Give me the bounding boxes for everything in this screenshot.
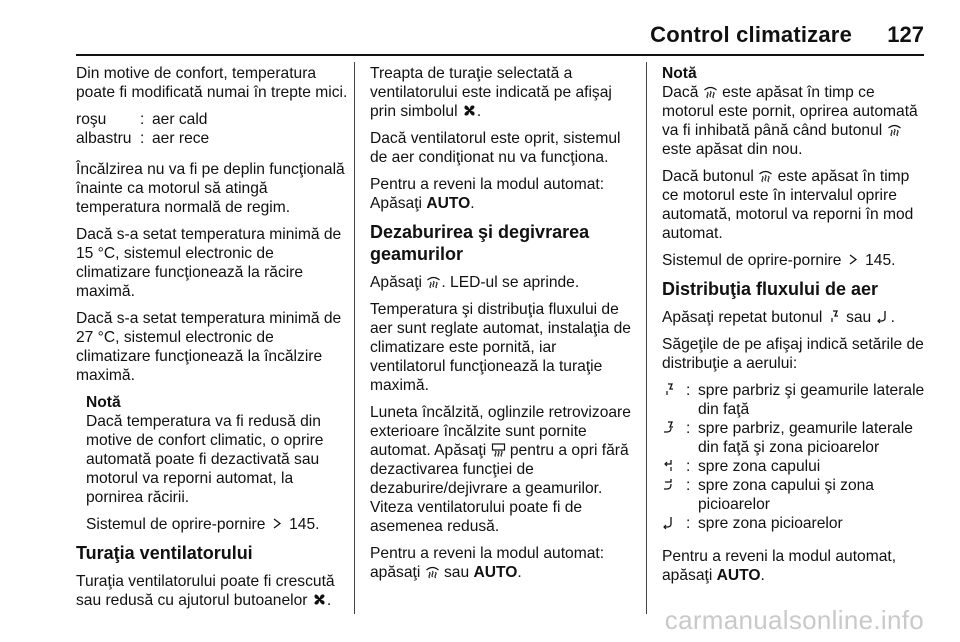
reference-text: Sistemul de oprire-pornire bbox=[86, 516, 266, 533]
air-head-feet-icon bbox=[662, 477, 677, 492]
note-heading: Notă bbox=[662, 65, 697, 82]
air-feet-icon bbox=[876, 309, 891, 324]
paragraph: Încălzirea nu va fi pe deplin funcţională înainte ca motorul să atingă temperatura normală de regim. bbox=[76, 161, 345, 216]
paragraph: Treapta de turaţie selectată a ventilatorului este indicată pe afişaj prin simbolul . bbox=[370, 65, 612, 120]
windscreen-defrost-icon bbox=[425, 564, 440, 579]
paragraph: Săgeţile de pe afişaj indică setările de distribuţie a aerului: bbox=[662, 336, 924, 372]
air-windscreen-icon bbox=[662, 382, 677, 397]
header-rule bbox=[76, 54, 924, 56]
auto-keyword: AUTO bbox=[473, 564, 518, 581]
air-windscreen-icon bbox=[827, 309, 842, 324]
windscreen-defrost-icon bbox=[703, 84, 718, 99]
air-feet-icon bbox=[662, 515, 677, 530]
section-heading: Turaţia ventilatorului bbox=[76, 543, 253, 563]
list-sep: : bbox=[686, 477, 691, 494]
page-reference-arrow-icon bbox=[846, 252, 861, 267]
paragraph: Pentru a reveni la modul automat, apăsaţi AUTO. bbox=[662, 548, 897, 584]
page-reference-arrow-icon bbox=[270, 516, 285, 531]
list-sep: : bbox=[686, 382, 691, 399]
page-header bbox=[0, 0, 960, 56]
legend-key: albastru bbox=[76, 130, 132, 147]
windscreen-defrost-icon bbox=[758, 168, 773, 183]
list-item: spre zona picioarelor bbox=[698, 515, 843, 532]
fan-icon bbox=[462, 103, 477, 118]
note-text: Dacă butonul este apăsat în timp ce motorul este în intervalul oprire automată, motorul va reporni în mod automat. bbox=[662, 168, 914, 242]
note-text: Dacă este apăsat în timp ce motorul este pornit, oprirea automată va fi inhibată până când butonul este apăsat din nou. bbox=[662, 84, 918, 158]
legend-key: roşu bbox=[76, 111, 107, 128]
section-heading: Dezaburirea şi degivrarea geamurilor bbox=[370, 222, 590, 264]
legend-value: aer rece bbox=[152, 130, 210, 147]
note-reference: Sistemul de oprire-pornire 145. bbox=[662, 252, 896, 269]
reference-page: 145. bbox=[289, 516, 320, 533]
paragraph: Turaţia ventilatorului poate fi crescută sau redusă cu ajutorul butoanelor . bbox=[76, 573, 335, 609]
auto-keyword: AUTO bbox=[426, 195, 471, 212]
air-head-icon bbox=[662, 458, 677, 473]
note-reference bbox=[86, 515, 348, 534]
watermark: carmanualsonline.info bbox=[664, 605, 924, 635]
note-box bbox=[86, 393, 348, 534]
note-heading: Notă bbox=[86, 394, 121, 411]
windscreen-defrost-icon bbox=[426, 274, 441, 289]
temperature-legend bbox=[76, 110, 348, 148]
paragraph: Din motive de confort, temperatura poate fi modificată numai în trepte mici. bbox=[76, 65, 348, 101]
note-text: Dacă temperatura va fi redusă din motive de confort climatic, o oprire automată poate fi dezactivată sau motorul va reporni automat, la pornirea răcirii. bbox=[86, 413, 324, 506]
section-heading: Distribuţia fluxului de aer bbox=[662, 279, 879, 299]
paragraph: Dacă ventilatorul este oprit, sistemul de aer condiţionat nu va funcţiona. bbox=[370, 130, 621, 166]
column-1 bbox=[76, 64, 348, 618]
column-divider-2 bbox=[646, 62, 647, 614]
windscreen-defrost-icon bbox=[887, 122, 902, 137]
column-3 bbox=[662, 64, 930, 593]
air-windscreen-feet-icon bbox=[662, 420, 677, 435]
paragraph: Luneta încălzită, oglinzile retrovizoare exterioare încălzite sunt pornite automat. Apăsaţi pentru a opri fără dezactivarea funcţiei de dezaburire/dejivrare a geamurilor. Viteza ventilatorului poate fi de asemenea redusă. bbox=[370, 404, 631, 535]
paragraph: Apăsaţi repetat butonul sau . bbox=[662, 309, 895, 326]
paragraph: Dacă s-a setat temperatura minimă de 27 °C, sistemul electronic de climatizare funcţionează la încălzire maximă. bbox=[76, 310, 342, 384]
column-divider-1 bbox=[354, 62, 355, 614]
auto-keyword: AUTO bbox=[716, 567, 761, 584]
paragraph: Pentru a reveni la modul automat: Apăsaţi AUTO. bbox=[370, 176, 605, 212]
paragraph: Apăsaţi . LED-ul se aprinde. bbox=[370, 274, 580, 291]
list-item: spre parbriz, geamurile laterale din faţă şi zona picioarelor bbox=[698, 420, 913, 456]
list-item: spre zona capului şi zona picioarelor bbox=[698, 477, 874, 513]
rear-window-heat-icon bbox=[491, 442, 506, 457]
paragraph: Pentru a reveni la modul automat: apăsaţi sau AUTO. bbox=[370, 545, 605, 581]
page-number: 127 bbox=[887, 22, 924, 47]
fan-icon bbox=[312, 592, 327, 607]
legend-sep: : bbox=[140, 111, 145, 128]
column-2 bbox=[370, 64, 636, 590]
legend-sep: : bbox=[140, 130, 145, 147]
paragraph: Dacă s-a setat temperatura minimă de 15 °C, sistemul electronic de climatizare funcţionează la răcire maximă. bbox=[76, 226, 342, 300]
list-item: spre zona capului bbox=[698, 458, 821, 475]
air-distribution-list bbox=[662, 381, 930, 533]
list-item: spre parbriz şi geamurile laterale din faţă bbox=[698, 382, 925, 418]
page-title: Control climatizare bbox=[650, 22, 852, 47]
list-sep: : bbox=[686, 515, 691, 532]
paragraph: Temperatura şi distribuţia fluxului de aer sunt reglate automat, instalaţia de climatizare este pornită, iar ventilatorul funcţionează la turaţie maximă. bbox=[370, 301, 631, 394]
list-sep: : bbox=[686, 458, 691, 475]
legend-value: aer cald bbox=[152, 111, 208, 128]
list-sep: : bbox=[686, 420, 691, 437]
